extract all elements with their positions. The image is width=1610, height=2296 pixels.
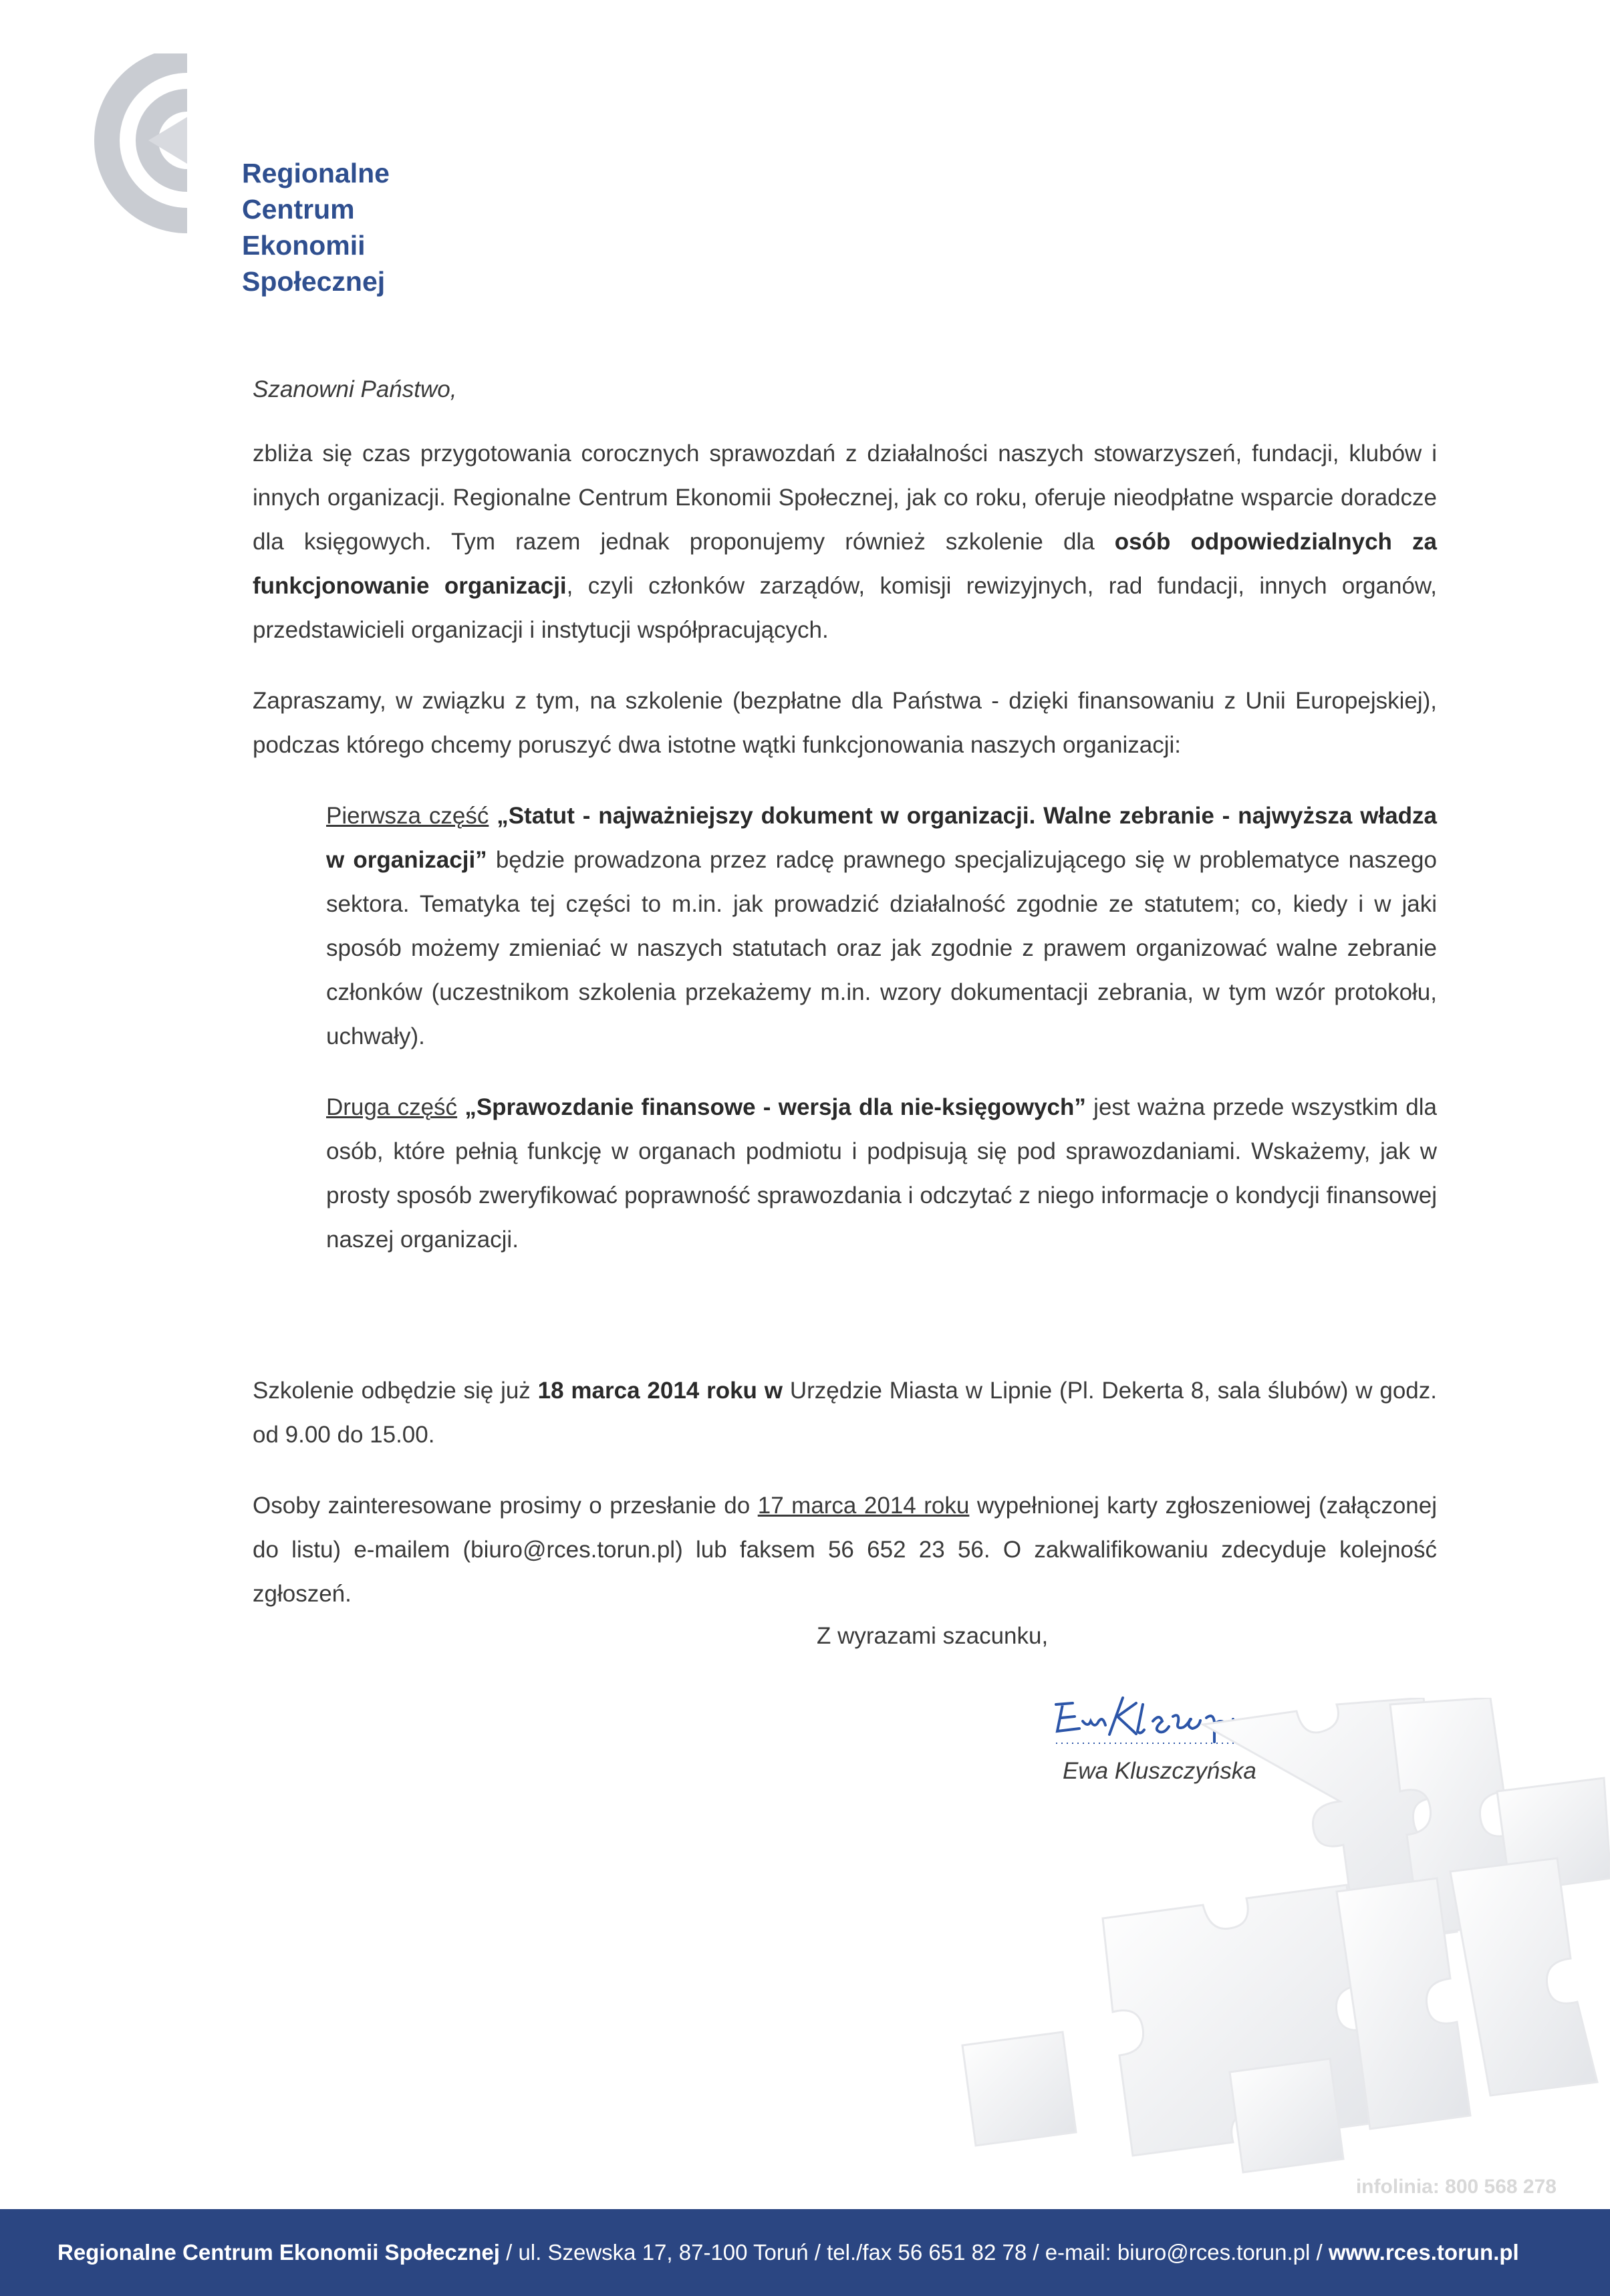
- letter-body: [253, 368, 1437, 1643]
- footer-org-name: Regionalne Centrum Ekonomii Społecznej: [57, 2240, 500, 2265]
- puzzle-background-image: [789, 1698, 1610, 2192]
- date-text-2: Urzędzie Miasta w Lipnie (Pl. Dekerta 8, sala ślubów) w godz. od 9.00 do 15.00.: [253, 1378, 1437, 1448]
- part-two-title: „Sprawozdanie finansowe - wersja dla nie-księgowych”: [464, 1094, 1086, 1120]
- footer-website-link[interactable]: www.rces.torun.pl: [1328, 2240, 1519, 2265]
- part-one-text: będzie prowadzona przez radcę prawnego specjalizującego się w problematyce naszego sektora. Tematyka tej części to m.in. jak prowadzić działalność zgodnie ze statutem; co, kiedy i w jaki sposób możemy zmieniać w naszych statutach oraz jak zgodnie z prawem organizować walne zebranie członków (uczestnikom szkolenia przekażemy m.in. wzory dokumentacji zebrania, w tym wzór protokołu, uchwały).: [326, 847, 1437, 1049]
- logo-line-2: Ekonomii Społecznej: [242, 230, 386, 297]
- intro-text-2: , czyli członków zarządów, komisji rewizyjnych, rad fundacji, innych organów, przedstawicieli organizacji i instytucji współpracujących.: [253, 573, 1437, 643]
- date-bold-text: 18 marca 2014 roku w: [537, 1378, 783, 1404]
- logo-text: [242, 155, 461, 299]
- footer-email[interactable]: e-mail: biuro@rces.torun.pl: [1045, 2240, 1311, 2265]
- invitation-paragraph: Zapraszamy, w związku z tym, na szkolenie (bezpłatne dla Państwa - dzięki finansowaniu z Unii Europejskiej), podczas którego chcemy poruszyć dwa istotne wątki funkcjonowania naszych organizacji:: [253, 688, 1437, 758]
- intro-paragraph: [253, 432, 1437, 652]
- footer-bar: [0, 2209, 1610, 2296]
- salutation: Szanowni Państwo,: [253, 376, 457, 402]
- part-two-label: Druga część: [326, 1094, 458, 1120]
- organization-logo: [87, 53, 461, 297]
- logo-line-1: Regionalne Centrum: [242, 158, 390, 225]
- part-two-paragraph: [326, 1086, 1437, 1262]
- date-text-1: Szkolenie odbędzie się już: [253, 1378, 538, 1404]
- date-paragraph: [253, 1369, 1437, 1457]
- footer-address: ul. Szewska 17, 87-100 Toruń: [518, 2240, 809, 2265]
- spacer: [253, 1289, 1437, 1369]
- apply-deadline: 17 marca 2014 roku: [757, 1493, 970, 1519]
- signer-name: Ewa Kluszczyńska: [1063, 1758, 1256, 1784]
- concentric-arc-logo-icon: [87, 53, 247, 234]
- intro-bold-text: osób odpowiedzialnych za funkcjonowanie organizacji: [253, 529, 1437, 599]
- part-two-text: jest ważna przede wszystkim dla osób, które pełnią funkcję w organach podmiotu i podpisują się pod sprawozdaniami. Wskażemy, jak w prosty sposób zweryfikować poprawność sprawozdania i odczytać z niego informacje o kondycji finansowej naszej organizacji.: [326, 1094, 1437, 1253]
- part-one-paragraph: [326, 794, 1437, 1059]
- application-paragraph: [253, 1484, 1437, 1616]
- footer-separator: /: [1027, 2240, 1045, 2265]
- closing-phrase: Z wyrazami szacunku,: [817, 1623, 1049, 1649]
- intro-text-1: zbliża się czas przygotowania corocznych sprawozdań z działalności naszych stowarzyszeń, fundacji, klubów i innych organizacji. Regionalne Centrum Ekonomii Społecznej, jak co roku, oferuje nieodpłatne wsparcie doradcze dla księgowych. Tym razem jednak proponujemy również szkolenie dla: [253, 440, 1437, 555]
- footer-separator: /: [1310, 2240, 1329, 2265]
- footer-separator: /: [808, 2240, 827, 2265]
- part-one-title: „Statut - najważniejszy dokument w organizacji. Walne zebranie - najwyższa władza w organizacji”: [326, 803, 1437, 873]
- apply-text-1: Osoby zainteresowane prosimy o przesłanie do: [253, 1493, 758, 1519]
- hotline-text: infolinia: 800 568 278: [1355, 2176, 1557, 2198]
- footer-phone: tel./fax 56 651 82 78: [827, 2240, 1027, 2265]
- part-one-label: Pierwsza część: [326, 803, 489, 829]
- apply-text-2: wypełnionej karty zgłoszeniowej (załączonej do listu) e-mailem (biuro@rces.torun.pl) lub faksem 56 652 23 56. O zakwalifikowaniu zdecyduje kolejność zgłoszeń.: [253, 1493, 1437, 1607]
- footer-separator: /: [499, 2240, 519, 2265]
